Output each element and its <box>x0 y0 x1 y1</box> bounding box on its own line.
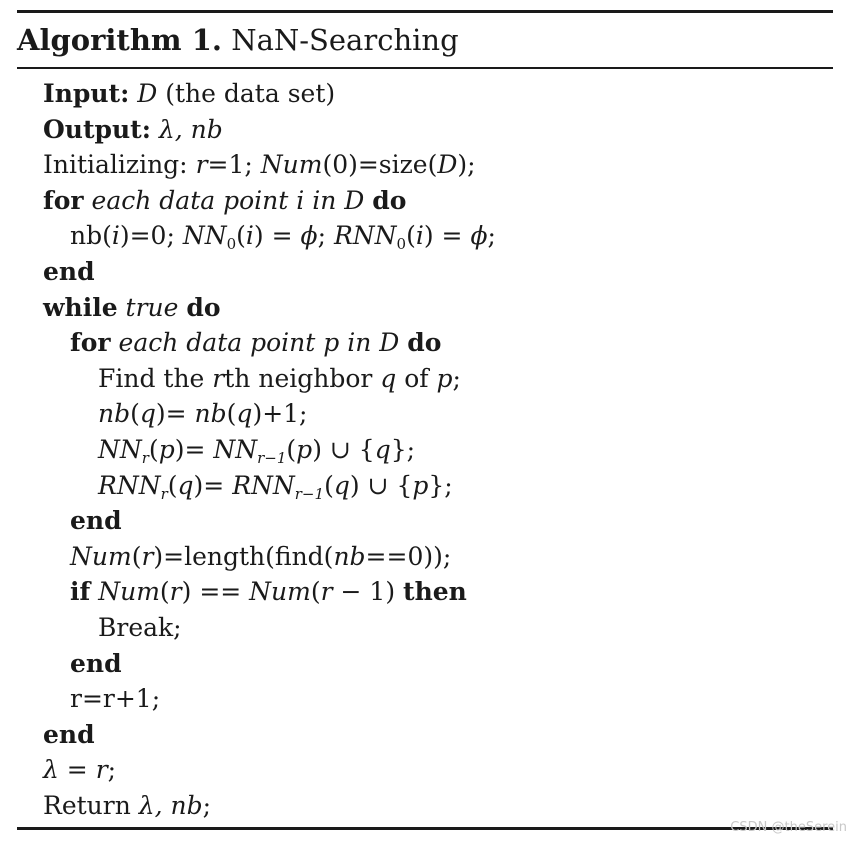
line-lambda: λ = r; <box>43 755 117 785</box>
line-for-outer: for each data point i in D do <box>43 185 407 215</box>
line-rnn-update: $RNN_r(q)= RNN_{r-1}(q)$ ∪ {p}; <box>98 470 453 503</box>
line-end-for-outer: end <box>43 256 95 286</box>
line-end-for-inner: end <box>70 506 122 536</box>
line-input: Input: D (the data set) <box>43 79 336 108</box>
algorithm-label: Algorithm 1. <box>17 23 222 57</box>
line-nb-increment: nb(q)= nb(q)+1; <box>98 399 308 429</box>
algorithm-title <box>17 13 459 67</box>
watermark: CSDN @theSerein <box>730 820 847 835</box>
line-while: while true do <box>43 292 221 322</box>
line-end-while: end <box>43 719 95 749</box>
algorithm-body <box>43 76 833 823</box>
bottom-rule <box>17 827 833 830</box>
line-for-inner: for each data point p in D do <box>70 328 442 358</box>
line-if: if Num(r) == Num(r − 1) then <box>70 577 467 607</box>
line-break: Break; <box>98 612 182 642</box>
line-init-neighbors: nb(i)=0; $NN_0(i) = \phi$; $RNN_0(i) = \phi$; <box>70 221 496 254</box>
line-return: Return λ, nb; <box>43 790 212 820</box>
algorithm-name: NaN-Searching <box>231 23 459 57</box>
line-init: Initializing: r=1; Num(0)=size(D); <box>43 150 476 180</box>
line-nn-update: $NN_r(p)= NN_{r-1}(p)$ ∪ {q}; <box>98 434 416 467</box>
header-rule <box>17 67 833 69</box>
line-end-if: end <box>70 648 122 678</box>
line-num-r: Num(r)=length(find(nb==0)); <box>70 541 452 571</box>
line-r-increment: r=r+1; <box>70 684 161 714</box>
line-output: Output: λ, nb <box>43 114 223 144</box>
line-find-neighbor: Find the rth neighbor q of p; <box>98 363 461 393</box>
